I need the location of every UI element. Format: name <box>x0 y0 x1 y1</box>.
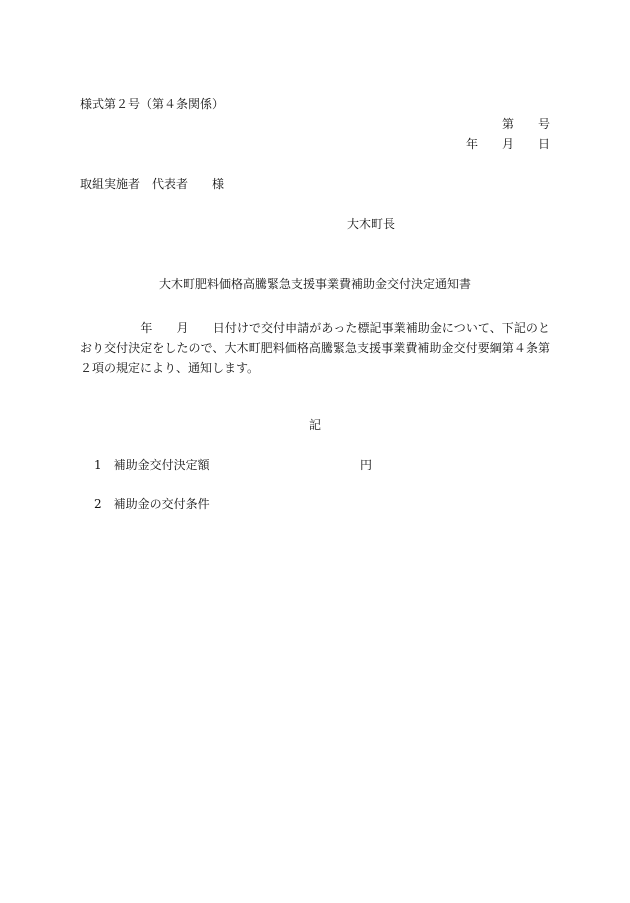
item-1 <box>94 459 210 471</box>
addressee: 取組実施者 代表者 様 <box>80 177 225 191</box>
ki-heading: 記 <box>308 418 321 432</box>
item-2-label: 補助金の交付条件 <box>113 497 210 511</box>
document-title: 大木町肥料価格高騰緊急支援事業費補助金交付決定通知書 <box>158 277 471 291</box>
item-1-label: 補助金交付決定額 <box>113 458 210 472</box>
item-1-unit: 円 <box>360 458 373 472</box>
form-number: 様式第２号（第４条関係） <box>80 97 225 111</box>
body-paragraph: 年 月 日付けで交付申請があった標記事業補助金について、下記のとおり交付決定をしたので、大木町肥料価格高騰緊急支援事業費補助金交付要綱第４条第２項の規定により、通知します。 <box>80 321 550 375</box>
item-2 <box>94 498 210 510</box>
document-date: 年 月 日 <box>465 137 550 151</box>
document-number: 第 号 <box>501 117 550 131</box>
issuer: 大木町長 <box>347 217 396 231</box>
item-1-number: 1 <box>94 458 102 472</box>
item-2-number: 2 <box>94 497 102 511</box>
